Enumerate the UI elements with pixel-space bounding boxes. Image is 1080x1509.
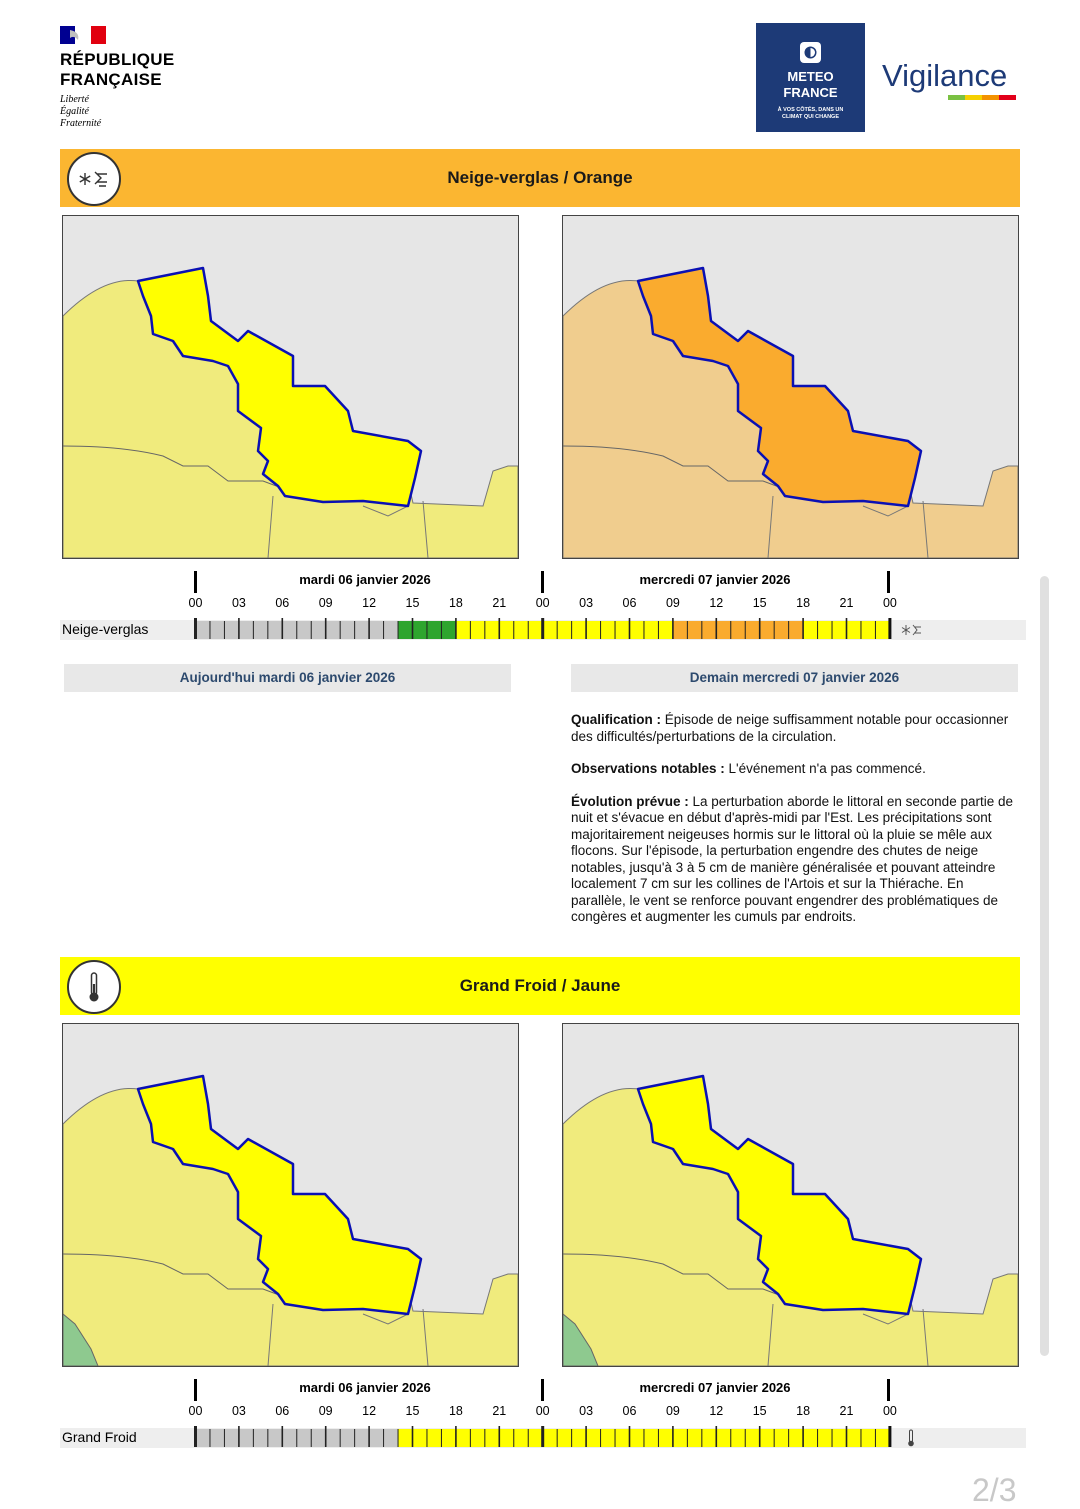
timeline-segment	[543, 1429, 557, 1447]
page-number: 2/3	[972, 1472, 1017, 1508]
hour-label: 03	[231, 1404, 246, 1418]
timeline-segment	[875, 621, 889, 639]
map-froid-day1	[62, 1023, 519, 1367]
timeline-bar-froid	[194, 1426, 894, 1450]
hour-label: 12	[709, 596, 724, 610]
timeline-segment	[528, 621, 542, 639]
hour-label: 12	[362, 1404, 377, 1418]
timeline-segment	[196, 1429, 210, 1447]
timeline-segment	[789, 1429, 803, 1447]
timeline-segment	[818, 1429, 832, 1447]
timeline-segment	[456, 621, 470, 639]
hour-label: 21	[492, 1404, 507, 1418]
timeline-segment	[572, 621, 586, 639]
timeline-segment	[499, 621, 513, 639]
day-separator	[887, 1379, 890, 1401]
timeline-segment	[297, 621, 311, 639]
hour-label: 03	[579, 596, 594, 610]
timeline-segment	[861, 1429, 875, 1447]
timeline-segment	[601, 1429, 615, 1447]
timeline-segment	[731, 1429, 745, 1447]
timeline-segment	[441, 621, 455, 639]
hour-label: 06	[622, 1404, 637, 1418]
timeline-segment	[528, 1429, 542, 1447]
timeline-segment	[326, 1429, 340, 1447]
timeline-segment	[745, 1429, 759, 1447]
timeline-segment	[427, 621, 441, 639]
tomorrow-description	[571, 712, 1021, 942]
hour-label: 18	[448, 1404, 463, 1418]
hour-label: 06	[275, 596, 290, 610]
timeline-segment	[340, 621, 354, 639]
timeline-segment	[253, 1429, 267, 1447]
timeline-segment	[485, 1429, 499, 1447]
hour-label: 12	[709, 1404, 724, 1418]
timeline-segment	[210, 1429, 224, 1447]
timeline-segment	[586, 621, 600, 639]
meteo-line1: METEO	[787, 69, 834, 84]
timeline-segment	[413, 621, 427, 639]
timeline-segment	[774, 1429, 788, 1447]
timeline-segment	[803, 621, 817, 639]
republic-motto: Liberté Égalité Fraternité	[60, 94, 102, 129]
timeline-segment	[543, 621, 557, 639]
hour-label: 15	[752, 596, 767, 610]
timeline-segment	[687, 1429, 701, 1447]
timeline-segment	[239, 621, 253, 639]
timeline-segment	[268, 621, 282, 639]
timeline-segment	[861, 621, 875, 639]
meteo-tagline: À VOS CÔTÉS, DANS UN CLIMAT QUI CHANGE	[777, 107, 844, 120]
timeline-segment	[384, 621, 398, 639]
meteo-france-logo	[756, 23, 865, 132]
day-separator	[541, 1379, 544, 1401]
timeline-segment	[311, 1429, 325, 1447]
timeline-segment	[658, 621, 672, 639]
timeline-row-label: Grand Froid	[62, 1429, 137, 1445]
timeline-segment	[355, 621, 369, 639]
timeline-bar-neige	[194, 618, 894, 642]
timeline-segment	[615, 621, 629, 639]
timeline-segment	[832, 621, 846, 639]
timeline-segment	[485, 621, 499, 639]
timeline-segment	[847, 621, 861, 639]
hour-label: 03	[579, 1404, 594, 1418]
timeline-segment	[601, 621, 615, 639]
observations: Observations notables : L'événement n'a pas commencé.	[571, 761, 926, 776]
timeline-segment	[398, 1429, 412, 1447]
timeline-segment	[760, 1429, 774, 1447]
timeline-segment	[847, 1429, 861, 1447]
timeline-segment	[630, 621, 644, 639]
timeline-segment	[702, 621, 716, 639]
hour-label: 09	[318, 596, 333, 610]
timeline-row-label: Neige-verglas	[62, 621, 149, 637]
hour-label: 09	[665, 1404, 680, 1418]
timeline-segment	[818, 621, 832, 639]
timeline-segment	[427, 1429, 441, 1447]
timeline-segment	[731, 621, 745, 639]
timeline-day2-label: mercredi 07 janvier 2026	[639, 1380, 791, 1395]
timeline-segment	[369, 1429, 383, 1447]
timeline-segment	[369, 621, 383, 639]
timeline-segment	[760, 621, 774, 639]
evolution: Évolution prévue : La perturbation aborde le littoral en seconde partie de nuit et s'évacue en début d'après-midi par l'Est. Les précipitations sont majoritairement neigeuses hormis sur le littoral où la pluie se mêle aux flocons. Sur l'épisode, la perturbation engendre des chutes de neige notables, jusqu'à 3 à 5 cm de manière généralisée et pouvant atteindre localement 7 cm sur les collines de l'Artois et sur la Thiérache. En parallèle, le vent se renforce pouvant engendrer des problématiques de congères et augmenter les cumuls par endroits.	[571, 793, 1013, 924]
hour-label: 00	[535, 596, 550, 610]
timeline-segment	[224, 1429, 238, 1447]
timeline-segment	[441, 1429, 455, 1447]
timeline-segment	[586, 1429, 600, 1447]
hour-label: 12	[362, 596, 377, 610]
timeline-segment	[673, 1429, 687, 1447]
timeline-segment	[268, 1429, 282, 1447]
timeline-segment	[875, 1429, 889, 1447]
timeline-segment	[456, 1429, 470, 1447]
snow-ice-icon	[900, 621, 924, 639]
scrollbar[interactable]	[1040, 576, 1049, 1356]
timeline-segment	[196, 621, 210, 639]
timeline-day2-label: mercredi 07 janvier 2026	[639, 572, 791, 587]
grand-froid-banner	[60, 957, 1020, 1015]
timeline-segment	[514, 1429, 528, 1447]
timeline-segment	[644, 1429, 658, 1447]
neige-verglas-banner	[60, 149, 1020, 207]
timeline-segment	[282, 1429, 296, 1447]
timeline-segment	[398, 621, 412, 639]
timeline-segment	[384, 1429, 398, 1447]
hour-label: 00	[882, 1404, 897, 1418]
day-separator	[887, 571, 890, 593]
timeline-segment	[253, 621, 267, 639]
timeline-segment	[470, 1429, 484, 1447]
timeline-segment	[716, 621, 730, 639]
day-separator	[194, 1379, 197, 1401]
timeline-segment	[355, 1429, 369, 1447]
timeline-segment	[326, 621, 340, 639]
timeline-segment	[499, 1429, 513, 1447]
timeline-segment	[572, 1429, 586, 1447]
vigilance-title: Vigilance	[882, 58, 1008, 93]
timeline-segment	[297, 1429, 311, 1447]
tomorrow-header: Demain mercredi 07 janvier 2026	[571, 664, 1018, 692]
hour-label: 15	[405, 1404, 420, 1418]
hour-label: 21	[839, 1404, 854, 1418]
day-separator	[194, 571, 197, 593]
hour-label: 00	[882, 596, 897, 610]
map-neige-day1	[62, 215, 519, 559]
timeline-segment	[311, 621, 325, 639]
timeline-segment	[774, 621, 788, 639]
hour-label: 06	[275, 1404, 290, 1418]
timeline-segment	[803, 1429, 817, 1447]
timeline-segment	[687, 621, 701, 639]
timeline-segment	[745, 621, 759, 639]
hour-label: 00	[188, 596, 203, 610]
timeline-segment	[702, 1429, 716, 1447]
timeline-segment	[557, 621, 571, 639]
map-froid-day2	[562, 1023, 1019, 1367]
meteo-line2: FRANCE	[783, 85, 838, 100]
timeline-segment	[210, 621, 224, 639]
hour-label: 00	[535, 1404, 550, 1418]
banner-title: Neige-verglas / Orange	[447, 168, 633, 187]
republic-name: RÉPUBLIQUE FRANÇAISE	[60, 50, 175, 89]
timeline-day1-label: mardi 06 janvier 2026	[299, 572, 431, 587]
map-neige-day2	[562, 215, 1019, 559]
timeline-segment	[413, 1429, 427, 1447]
day-separator	[541, 571, 544, 593]
timeline-segment	[673, 621, 687, 639]
timeline-segment	[340, 1429, 354, 1447]
timeline-segment	[470, 621, 484, 639]
timeline-segment	[658, 1429, 672, 1447]
timeline-segment	[239, 1429, 253, 1447]
hour-label: 09	[665, 596, 680, 610]
timeline-segment	[832, 1429, 846, 1447]
timeline-segment	[557, 1429, 571, 1447]
timeline-day1-label: mardi 06 janvier 2026	[299, 1380, 431, 1395]
marianne-flag-logo	[60, 26, 106, 44]
timeline-segment	[514, 621, 528, 639]
thermometer-icon	[904, 1428, 918, 1448]
vigilance-colors-bar	[948, 95, 1016, 100]
hour-label: 18	[448, 596, 463, 610]
hour-label: 21	[839, 596, 854, 610]
hour-label: 03	[231, 596, 246, 610]
timeline-segment	[615, 1429, 629, 1447]
banner-title: Grand Froid / Jaune	[459, 976, 621, 995]
hour-label: 18	[796, 596, 811, 610]
hour-label: 00	[188, 1404, 203, 1418]
hour-label: 09	[318, 1404, 333, 1418]
timeline-segment	[630, 1429, 644, 1447]
hour-label: 06	[622, 596, 637, 610]
qualification: Qualification : Épisode de neige suffisamment notable pour occasionner des difficultés/perturbations de la circulation.	[571, 712, 1009, 744]
meteo-france-emblem-icon	[798, 40, 823, 65]
timeline-segment	[716, 1429, 730, 1447]
timeline-segment	[224, 621, 238, 639]
hour-label: 21	[492, 596, 507, 610]
today-header: Aujourd'hui mardi 06 janvier 2026	[64, 664, 511, 692]
hour-label: 18	[796, 1404, 811, 1418]
timeline-segment	[282, 621, 296, 639]
timeline-segment	[644, 621, 658, 639]
timeline-segment	[789, 621, 803, 639]
hour-label: 15	[405, 596, 420, 610]
hour-label: 15	[752, 1404, 767, 1418]
